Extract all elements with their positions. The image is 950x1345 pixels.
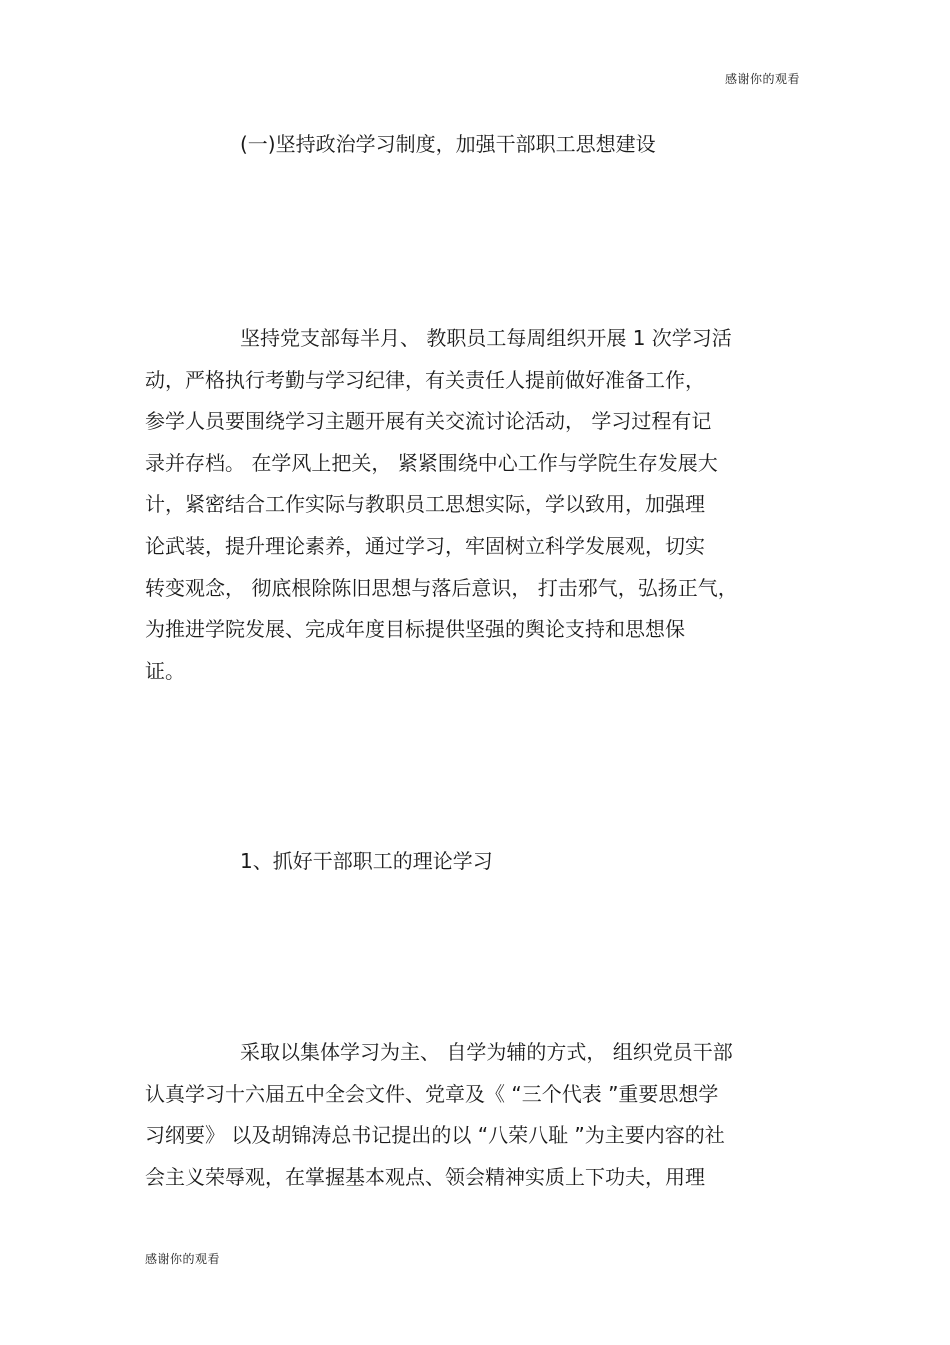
paragraph-line: 转变观念， 彻底根除陈旧思想与落后意识， 打击邪气，弘扬正气， [145,575,738,600]
paragraph-1 [145,318,805,692]
subheading: 1、抓好干部职工的理论学习 [240,849,493,873]
paragraph-line: 习纲要》 以及胡锦涛总书记提出的以 “八荣八耻 ”为主要内容的社 [145,1123,725,1148]
paragraph-line: 证。 [145,658,185,683]
section-heading: (一)坚持政治学习制度，加强干部职工思想建设 [240,132,656,156]
paragraph-line: 计，紧密结合工作实际与教职员工思想实际，学以致用，加强理 [145,492,705,517]
paragraph-line: 采取以集体学习为主、 自学为辅的方式， 组织党员干部 [240,1040,733,1064]
paragraph-line: 会主义荣辱观，在掌握基本观点、领会精神实质上下功夫，用理 [145,1164,705,1189]
footer-note: 感谢你的观看 [145,1252,221,1266]
paragraph-line: 参学人员要围绕学习主题开展有关交流讨论活动， 学习过程有记 [145,409,712,434]
paragraph-line: 论武装，提升理论素养，通过学习，牢固树立科学发展观，切实 [145,533,705,558]
paragraph-line: 动，严格执行考勤与学习纪律，有关责任人提前做好准备工作， [145,367,705,392]
paragraph-2 [145,1032,805,1198]
paragraph-line: 认真学习十六届五中全会文件、党章及《 “三个代表 ”重要思想学 [145,1081,719,1106]
paragraph-line: 坚持党支部每半月、 教职员工每周组织开展 1 次学习活 [240,326,732,350]
header-note: 感谢你的观看 [724,72,800,86]
paragraph-line: 录并存档。 在学风上把关， 紧紧围绕中心工作与学院生存发展大 [145,450,718,475]
paragraph-line: 为推进学院发展、完成年度目标提供坚强的舆论支持和思想保 [145,617,685,642]
